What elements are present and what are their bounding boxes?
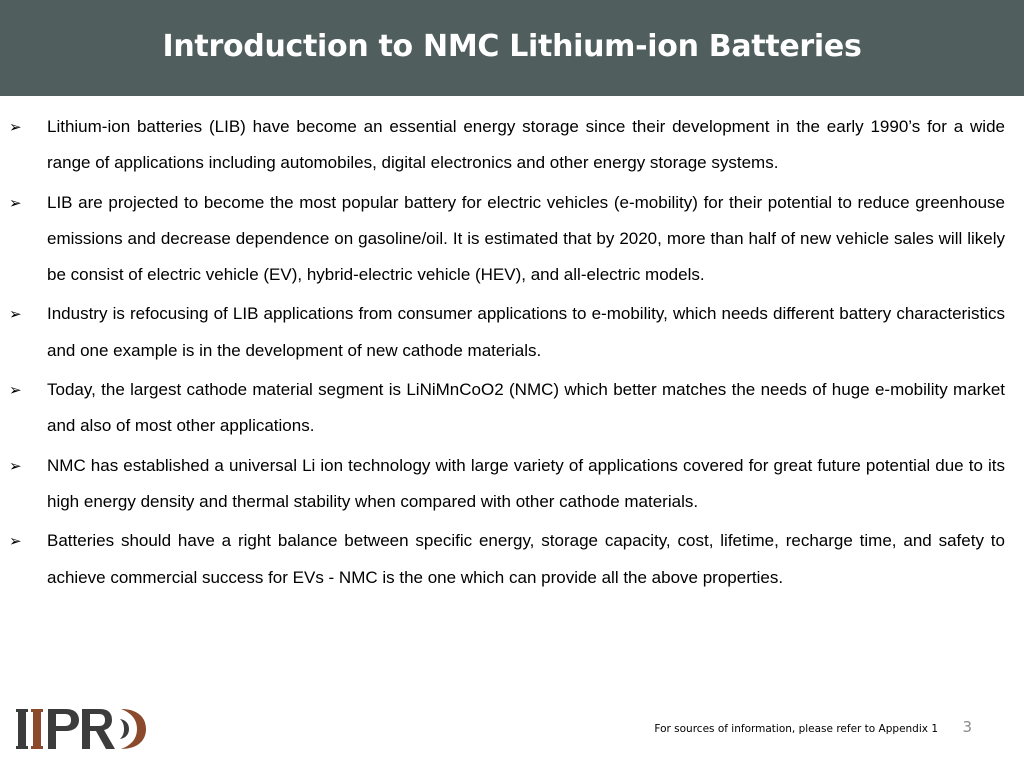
bullet-text: Today, the largest cathode material segment is LiNiMnCoO2 (NMC) which better matches the needs of huge e-mobility market and also of most other applications.	[47, 380, 1005, 436]
arrow-bullet-icon: ➢	[9, 381, 22, 400]
arrow-bullet-icon: ➢	[9, 456, 22, 475]
bullet-text: NMC has established a universal Li ion technology with large variety of applications covered for great future potential due to its high energy density and thermal stability when compared with other cathode materials.	[47, 455, 1005, 511]
bullet-list	[0, 109, 1024, 599]
bullet-item	[0, 523, 1024, 596]
title-bar	[0, 0, 1024, 96]
arrow-bullet-icon: ➢	[9, 532, 22, 551]
slide-title: Introduction to NMC Lithium-ion Batteries	[162, 28, 862, 64]
iiprd-logo	[16, 703, 148, 753]
bullet-item	[0, 109, 1024, 182]
arrow-bullet-icon: ➢	[9, 118, 22, 136]
bullet-text: Batteries should have a right balance between specific energy, storage capacity, cost, lifetime, recharge time, and safety to achieve commercial success for EVs - NMC is the one which can provide all the above properties.	[47, 531, 1005, 587]
bullet-item	[0, 296, 1024, 369]
bullet-item	[0, 185, 1024, 294]
page-number: 3	[962, 718, 972, 736]
sources-footnote: For sources of information, please refer to Appendix 1	[654, 723, 938, 735]
bullet-text: Industry is refocusing of LIB applications from consumer applications to e-mobility, which needs different battery characteristics and one example is in the development of new cathode materials.	[47, 304, 1005, 360]
bullet-item	[0, 372, 1024, 445]
arrow-bullet-icon: ➢	[9, 193, 22, 212]
bullet-text: LIB are projected to become the most popular battery for electric vehicles (e-mobility) for their potential to reduce greenhouse emissions and decrease dependence on gasoline/oil. It is estimated that by 2020, more than half of new vehicle sales will likely be consist of electric vehicle (EV), hybrid-electric vehicle (HEV), and all-electric models.	[47, 192, 1005, 285]
bullet-item	[0, 448, 1024, 521]
arrow-bullet-icon: ➢	[9, 305, 22, 324]
bullet-text: Lithium-ion batteries (LIB) have become an essential energy storage since their development in the early 1990’s for a wide range of applications including automobiles, digital electronics and other energy storage systems.	[47, 117, 1005, 173]
